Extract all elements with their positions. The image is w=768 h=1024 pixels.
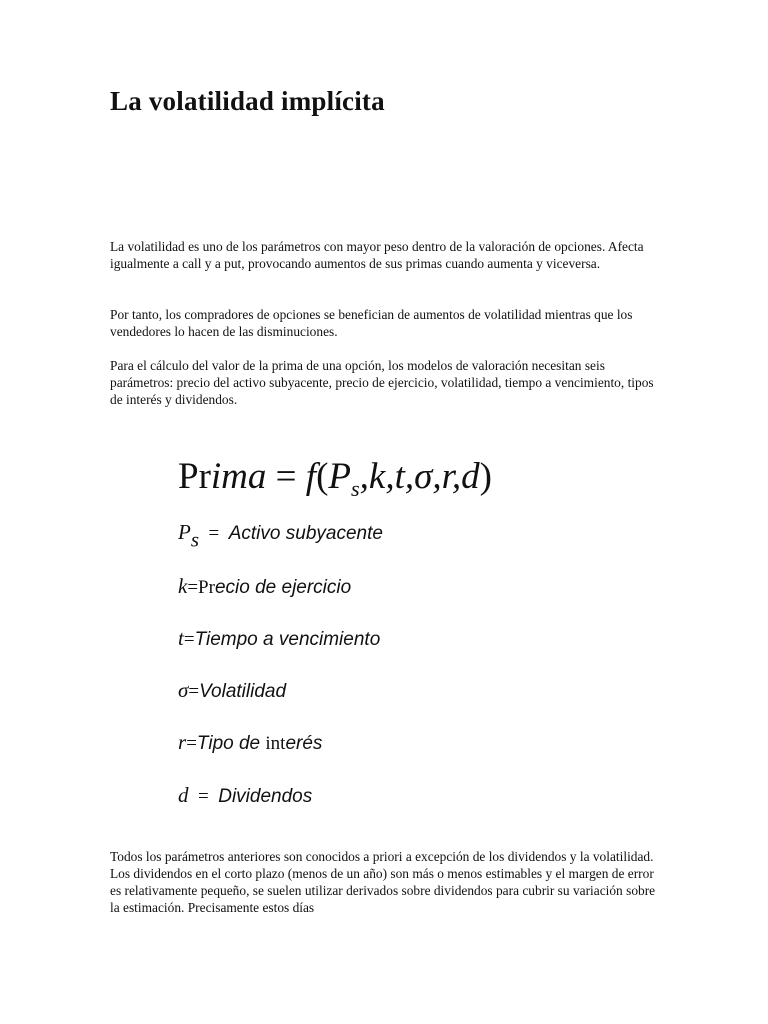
definition-volatilidad: σ=Volatilidad <box>178 678 287 702</box>
page-title: La volatilidad implícita <box>110 86 385 116</box>
definition-tipo-interes: r=Tipo de interés <box>178 730 323 754</box>
paragraph-3: Para el cálculo del valor de la prima de una opción, los modelos de valoración necesitan seis parámetros: precio del activo subyacente, precio de ejercicio, volatilidad, tiempo a vencimiento, tipos de interés y dividendos. <box>110 358 654 407</box>
main-formula: Prima = $f(P_s,k,t,\sigma,r,d)$ <box>178 456 492 501</box>
definition-activo-subyacente: $P_s$ = Activo subyacente <box>178 520 383 552</box>
definition-dividendos: d = Dividendos <box>178 783 313 807</box>
formula-image <box>178 455 598 815</box>
paragraph-2: Por tanto, los compradores de opciones se benefician de aumentos de volatilidad mientras que los vendedores lo hacen de las disminuciones. <box>110 307 633 339</box>
paragraph-4: Todos los parámetros anteriores son conocidos a priori a excepción de los dividendos y la volatilidad. Los dividendos en el corto plazo (menos de un año) son más o menos estimables y el margen de error es relativamente pequeño, se suelen utilizar derivados sobre dividendos para cubrir su variación sobre la estimación. Precisamente estos días <box>110 849 656 915</box>
paragraph-1: La volatilidad es uno de los parámetros con mayor peso dentro de la valoración de opciones. Afecta igualmente a call y a put, provocando aumentos de sus primas cuando aumenta y viceversa. <box>110 239 644 271</box>
definition-precio-ejercicio: k=Precio de ejercicio <box>178 574 352 598</box>
definition-tiempo-vencimiento: t=Tiempo a vencimiento <box>178 626 381 650</box>
